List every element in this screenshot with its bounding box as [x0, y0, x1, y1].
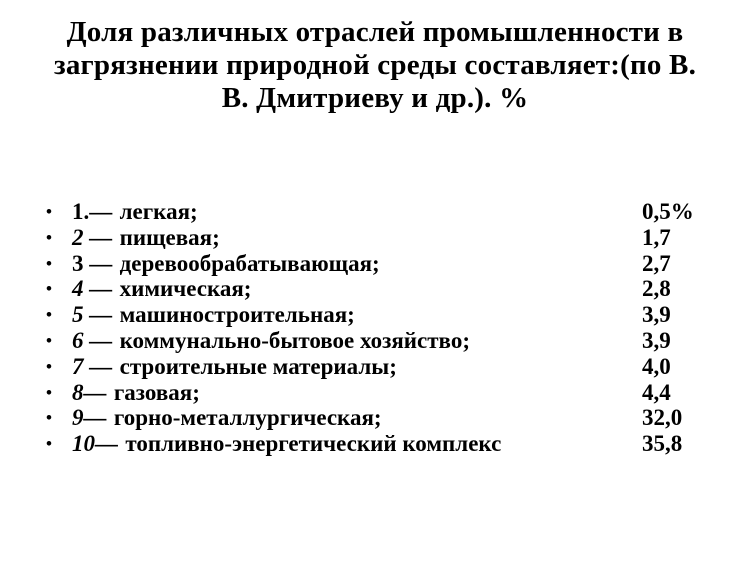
- item-label: коммунально-бытовое хозяйство;: [119, 327, 470, 353]
- bullet-icon: •: [46, 434, 52, 454]
- item-text: [72, 354, 397, 380]
- item-number: 2 —: [72, 224, 113, 250]
- item-number: 5 —: [72, 302, 113, 328]
- item-label: газовая;: [113, 379, 200, 405]
- item-number: 4 —: [72, 276, 113, 302]
- item-label: деревообрабатывающая;: [119, 250, 380, 276]
- item-text: [72, 199, 198, 225]
- bullet-icon: •: [46, 227, 52, 247]
- bullet-icon: •: [46, 279, 52, 299]
- item-label: топливно-энергетический комплекс: [125, 431, 502, 457]
- item-value: 4,4: [642, 379, 671, 405]
- item-value: 32,0: [642, 405, 683, 431]
- item-text: [72, 302, 355, 328]
- bullet-icon: •: [46, 408, 52, 428]
- item-value: 0,5%: [642, 199, 694, 224]
- list-item: [0, 405, 750, 431]
- item-label: строительные материалы;: [119, 353, 397, 379]
- bullet-icon: •: [46, 330, 52, 350]
- item-label: машиностроительная;: [119, 302, 355, 328]
- item-value: 3,9: [642, 327, 671, 353]
- title-line-2: загрязнении природной среды составляет:(по В.: [53, 49, 697, 81]
- item-value: 4,0: [642, 353, 671, 379]
- industry-share-list: [0, 199, 750, 457]
- list-item: [0, 354, 750, 380]
- bullet-icon: •: [46, 382, 52, 402]
- item-text: [72, 405, 382, 431]
- bullet-icon: •: [46, 202, 52, 221]
- item-number: 3 —: [72, 250, 113, 276]
- list-item: [0, 251, 750, 277]
- item-label: легкая;: [119, 199, 198, 224]
- bullet-icon: •: [46, 305, 52, 325]
- bullet-icon: •: [46, 253, 52, 273]
- item-value: 1,7: [642, 224, 671, 250]
- list-item: [0, 380, 750, 406]
- list-item: [0, 199, 750, 225]
- item-number: 9—: [72, 405, 107, 431]
- item-number: 7 —: [72, 353, 113, 379]
- item-text: [72, 276, 251, 302]
- item-number: 6 —: [72, 327, 113, 353]
- list-item: [0, 302, 750, 328]
- slide-title: [0, 0, 750, 115]
- item-value: 3,9: [642, 302, 671, 328]
- item-text: [72, 380, 200, 406]
- item-label: пищевая;: [119, 224, 220, 250]
- list-item: [0, 276, 750, 302]
- bullet-icon: •: [46, 356, 52, 376]
- item-text: [72, 431, 501, 457]
- item-number: 10—: [72, 431, 118, 457]
- title-line-3: В. Дмитриеву и др.). %: [221, 82, 529, 114]
- item-text: [72, 225, 220, 251]
- list-item: [0, 225, 750, 251]
- list-item: [0, 328, 750, 354]
- item-text: [72, 328, 470, 354]
- title-line-1: Доля различных отраслей промышленности в: [66, 16, 684, 48]
- item-label: химическая;: [119, 276, 252, 302]
- item-text: [72, 251, 380, 277]
- item-label: горно-металлургическая;: [113, 405, 382, 431]
- item-value: 2,8: [642, 276, 671, 302]
- list-item: [0, 431, 750, 457]
- item-value: 35,8: [642, 431, 683, 457]
- item-number: 8—: [72, 379, 107, 405]
- item-number: 1.—: [72, 199, 113, 224]
- item-value: 2,7: [642, 250, 671, 276]
